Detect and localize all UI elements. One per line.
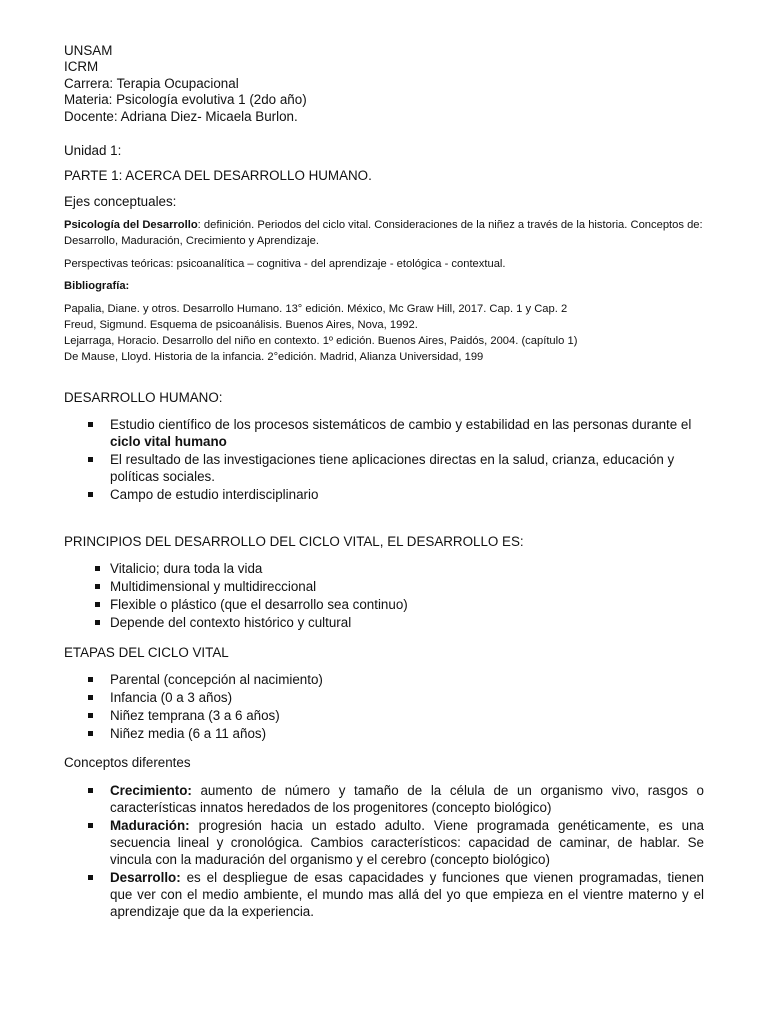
bibliography-entry: Lejarraga, Horacio. Desarrollo del niño en contexto. 1º edición. Buenos Aires, Paidós, 2004. (capítulo 1): [64, 335, 578, 348]
concepts-list: [64, 782, 704, 920]
list-item: [64, 560, 704, 577]
bullet-icon: [88, 731, 93, 736]
bullet-icon: [88, 492, 93, 497]
list-item-text: Niñez temprana (3 a 6 años): [110, 707, 280, 723]
list-item-text: Parental (concepción al nacimiento): [110, 671, 323, 687]
list-item-text: Estudio científico de los procesos sistemáticos de cambio y estabilidad en las personas durante el: [110, 416, 692, 432]
list-item: [64, 671, 704, 688]
principles-list: [64, 560, 704, 631]
list-item: [64, 416, 704, 450]
part-heading: PARTE 1: ACERCA DEL DESARROLLO HUMANO.: [64, 168, 372, 184]
list-item: [64, 451, 704, 485]
list-item: [64, 782, 704, 816]
bibliography-heading: Bibliografía:: [64, 279, 130, 292]
ejes-text: : definición. Periodos del ciclo vital. Consideraciones de la niñez a través de la historia. Conceptos de: Desarrollo, Maduración, Crecimiento y Aprendizaje.: [64, 219, 703, 248]
concept-term: Maduración:: [110, 817, 190, 833]
stages-list: [64, 671, 704, 742]
concept-term: Crecimiento:: [110, 782, 192, 798]
document-header: [64, 43, 704, 125]
bullet-icon: [88, 788, 93, 793]
bibliography-entry: Freud, Sigmund. Esquema de psicoanálisis. Buenos Aires, Nova, 1992.: [64, 319, 418, 332]
document-page: [64, 43, 704, 920]
list-item-bold: ciclo vital humano: [110, 433, 227, 449]
unit-heading: Unidad 1:: [64, 143, 122, 159]
bullet-icon: [88, 875, 93, 880]
bibliography-entry: De Mause, Lloyd. Historia de la infancia. 2°edición. Madrid, Alianza Universidad, 199: [64, 351, 484, 364]
human-development-heading: DESARROLLO HUMANO:: [64, 389, 223, 405]
ejes-heading: Ejes conceptuales:: [64, 194, 177, 210]
bullet-icon: [95, 620, 100, 625]
header-institute: ICRM: [64, 59, 99, 75]
list-item-text: Campo de estudio interdisciplinario: [110, 486, 319, 502]
concept-term: Desarrollo:: [110, 869, 181, 885]
list-item-text: Niñez media (6 a 11 años): [110, 725, 267, 741]
perspectives-line: Perspectivas teóricas: psicoanalítica – cognitiva - del aprendizaje - etológica - contextual.: [64, 258, 506, 271]
list-item-text: Depende del contexto histórico y cultural: [110, 614, 352, 630]
list-item-text: Flexible o plástico (que el desarrollo sea continuo): [110, 596, 408, 612]
list-item: [64, 614, 704, 631]
bullet-icon: [95, 602, 100, 607]
human-development-list: [64, 416, 704, 503]
bullet-icon: [88, 422, 93, 427]
list-item: [64, 707, 704, 724]
list-item-text: Multidimensional y multidireccional: [110, 578, 317, 594]
list-item: [64, 817, 704, 868]
stages-heading: ETAPAS DEL CICLO VITAL: [64, 644, 229, 660]
bullet-icon: [88, 713, 93, 718]
list-item: [64, 725, 704, 742]
ejes-bold-term: Psicología del Desarrollo: [64, 219, 198, 232]
bullet-icon: [88, 695, 93, 700]
bibliography-entry: Papalia, Diane. y otros. Desarrollo Humano. 13° edición. México, Mc Graw Hill, 2017. Cap. 1 y Cap. 2: [64, 302, 568, 315]
list-item: [64, 689, 704, 706]
list-item: [64, 578, 704, 595]
concept-text: progresión hacia un estado adulto. Viene programada genéticamente, es una secuencia lineal y cronológica. Cambios característicos: capacidad de caminar, de hablar. Se vincula con la maduración del organismo y el cerebro (concepto biológico): [110, 817, 704, 867]
list-item-text: El resultado de las investigaciones tiene aplicaciones directas en la salud, crianza, educación y políticas sociales.: [110, 451, 675, 484]
concepts-heading: Conceptos diferentes: [64, 754, 191, 770]
ejes-paragraph: [64, 217, 704, 249]
bullet-icon: [95, 566, 100, 571]
list-item: [64, 596, 704, 613]
bibliography-list: [64, 301, 704, 366]
list-item: [64, 486, 704, 503]
list-item-text: Vitalicio; dura toda la vida: [110, 560, 263, 576]
bullet-icon: [88, 823, 93, 828]
principles-heading: PRINCIPIOS DEL DESARROLLO DEL CICLO VITAL, EL DESARROLLO ES:: [64, 533, 524, 549]
list-item-text: Infancia (0 a 3 años): [110, 689, 233, 705]
header-career: Carrera: Terapia Ocupacional: [64, 75, 239, 91]
header-subject: Materia: Psicología evolutiva 1 (2do año): [64, 92, 307, 108]
bullet-icon: [88, 457, 93, 462]
bullet-icon: [88, 677, 93, 682]
list-item: [64, 869, 704, 920]
concept-text: es el despliegue de esas capacidades y funciones que vienen programadas, tienen que ver con el medio ambiente, el mundo mas allá del yo que empieza en el vientre materno y el aprendizaje que da la experiencia.: [110, 869, 704, 919]
header-institution: UNSAM: [64, 43, 113, 58]
bullet-icon: [95, 584, 100, 589]
header-teachers: Docente: Adriana Diez- Micaela Burlon.: [64, 108, 298, 124]
concept-text: aumento de número y tamaño de la célula de un organismo vivo, rasgos o características innatos heredados de los progenitores (concepto biológico): [110, 782, 704, 815]
